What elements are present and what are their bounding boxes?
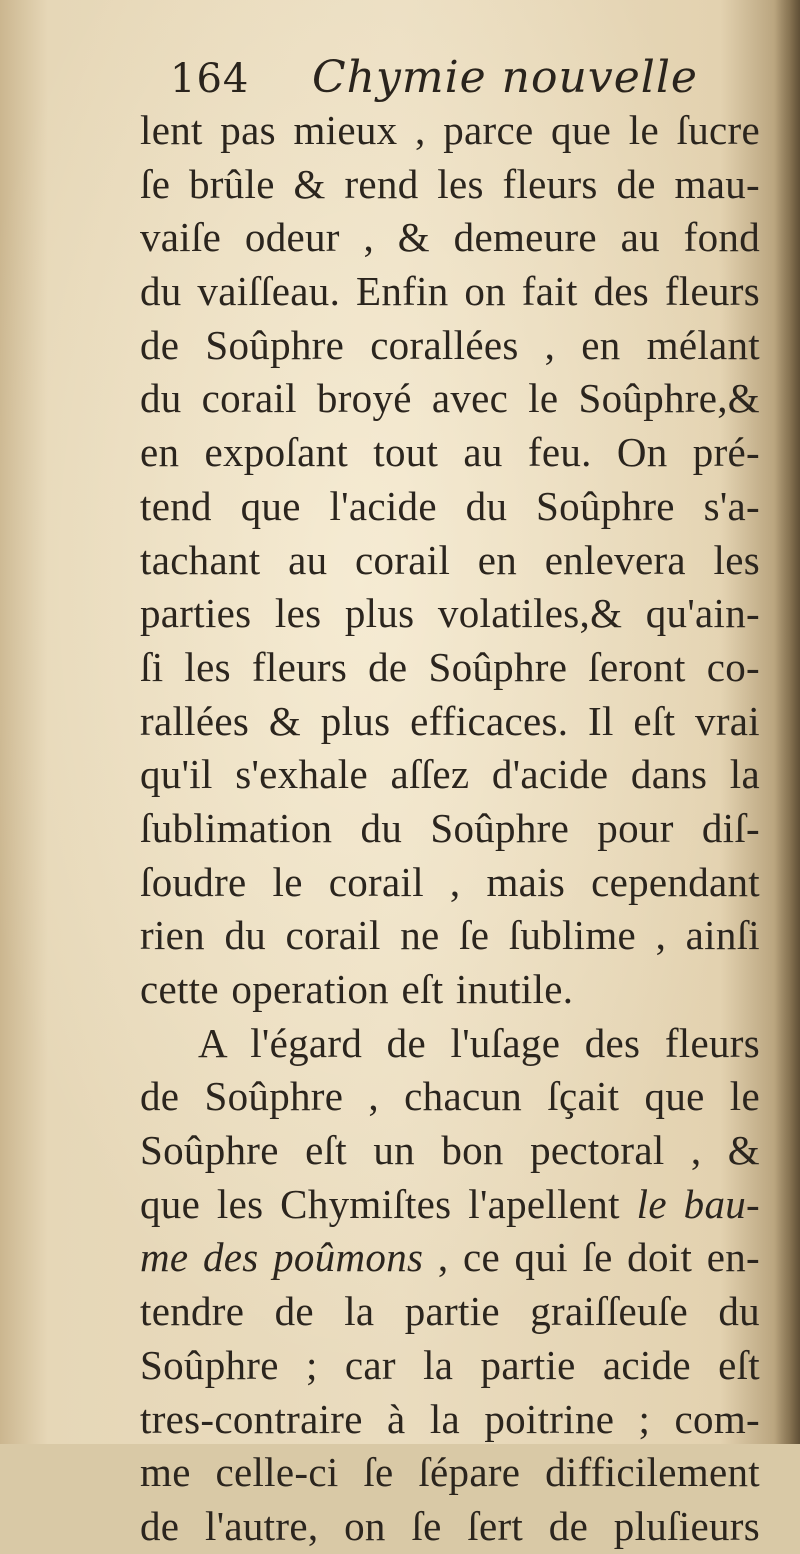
text-line: ſe brûle & rend les fleurs de mau- (140, 160, 760, 207)
text-line-with-italic (140, 1231, 760, 1285)
text-line-with-italic (140, 1178, 760, 1232)
paragraph-start-line: A l'égard de l'uſage des fleurs (198, 1019, 760, 1066)
text-line: de Soûphre , chacun ſçait que le (140, 1073, 760, 1120)
text-line: parties les plus volatiles,& qu'ain- (140, 590, 760, 637)
text-line: rallées & plus efficaces. Il eſt vrai (140, 697, 760, 744)
text-line: du vaiſſeau. Enfin on fait des fleurs (140, 268, 760, 315)
italic-term: le bau- (636, 1180, 760, 1227)
text-line: tres-contraire à la poitrine ; com- (140, 1395, 760, 1442)
text-line: tend que l'acide du Soûphre s'a- (140, 482, 760, 529)
text-line: du corail broyé avec le Soûphre,& (140, 375, 760, 422)
page-edge-shadow (774, 0, 800, 1444)
text-line: Soûphre ; car la partie acide eſt (140, 1341, 760, 1388)
text-line: vaiſe odeur , & demeure au fond (140, 214, 760, 261)
text-line: rien du corail ne ſe ſublime , ainſi (140, 912, 760, 959)
text-line: tendre de la partie graiſſeuſe du (140, 1288, 760, 1335)
page-number: 164 (170, 56, 250, 102)
text-line: cette operation eſt inutile. (140, 966, 574, 1012)
text-segment: que les Chymiſtes l'apellent (140, 1180, 620, 1227)
text-line: de l'autre, on ſe ſert de pluſieurs (140, 1502, 760, 1549)
text-line: Soûphre eſt un bon pectoral , & (140, 1127, 760, 1174)
text-line: tachant au corail en enlevera les (140, 536, 760, 583)
text-segment: , ce qui ſe doit en- (437, 1234, 760, 1281)
text-line: en expoſant tout au feu. On pré- (140, 429, 760, 476)
italic-term: me des poûmons (140, 1234, 424, 1281)
text-line: ſoudre le corail , mais cependant (140, 858, 760, 905)
text-line: lent pas mieux , parce que le ſucre (140, 107, 760, 153)
running-title: Chymie nouvelle (312, 52, 698, 103)
body-text (140, 104, 760, 1554)
text-line: de Soûphre corallées , en mélant (140, 321, 760, 368)
text-line: me celle-ci ſe ſépare difficilement (140, 1449, 760, 1496)
text-line: qu'il s'exhale aſſez d'acide dans la (140, 751, 760, 798)
text-line: ſi les fleurs de Soûphre ſeront co- (140, 643, 760, 690)
text-line: ſublimation du Soûphre pour diſ- (140, 804, 760, 851)
